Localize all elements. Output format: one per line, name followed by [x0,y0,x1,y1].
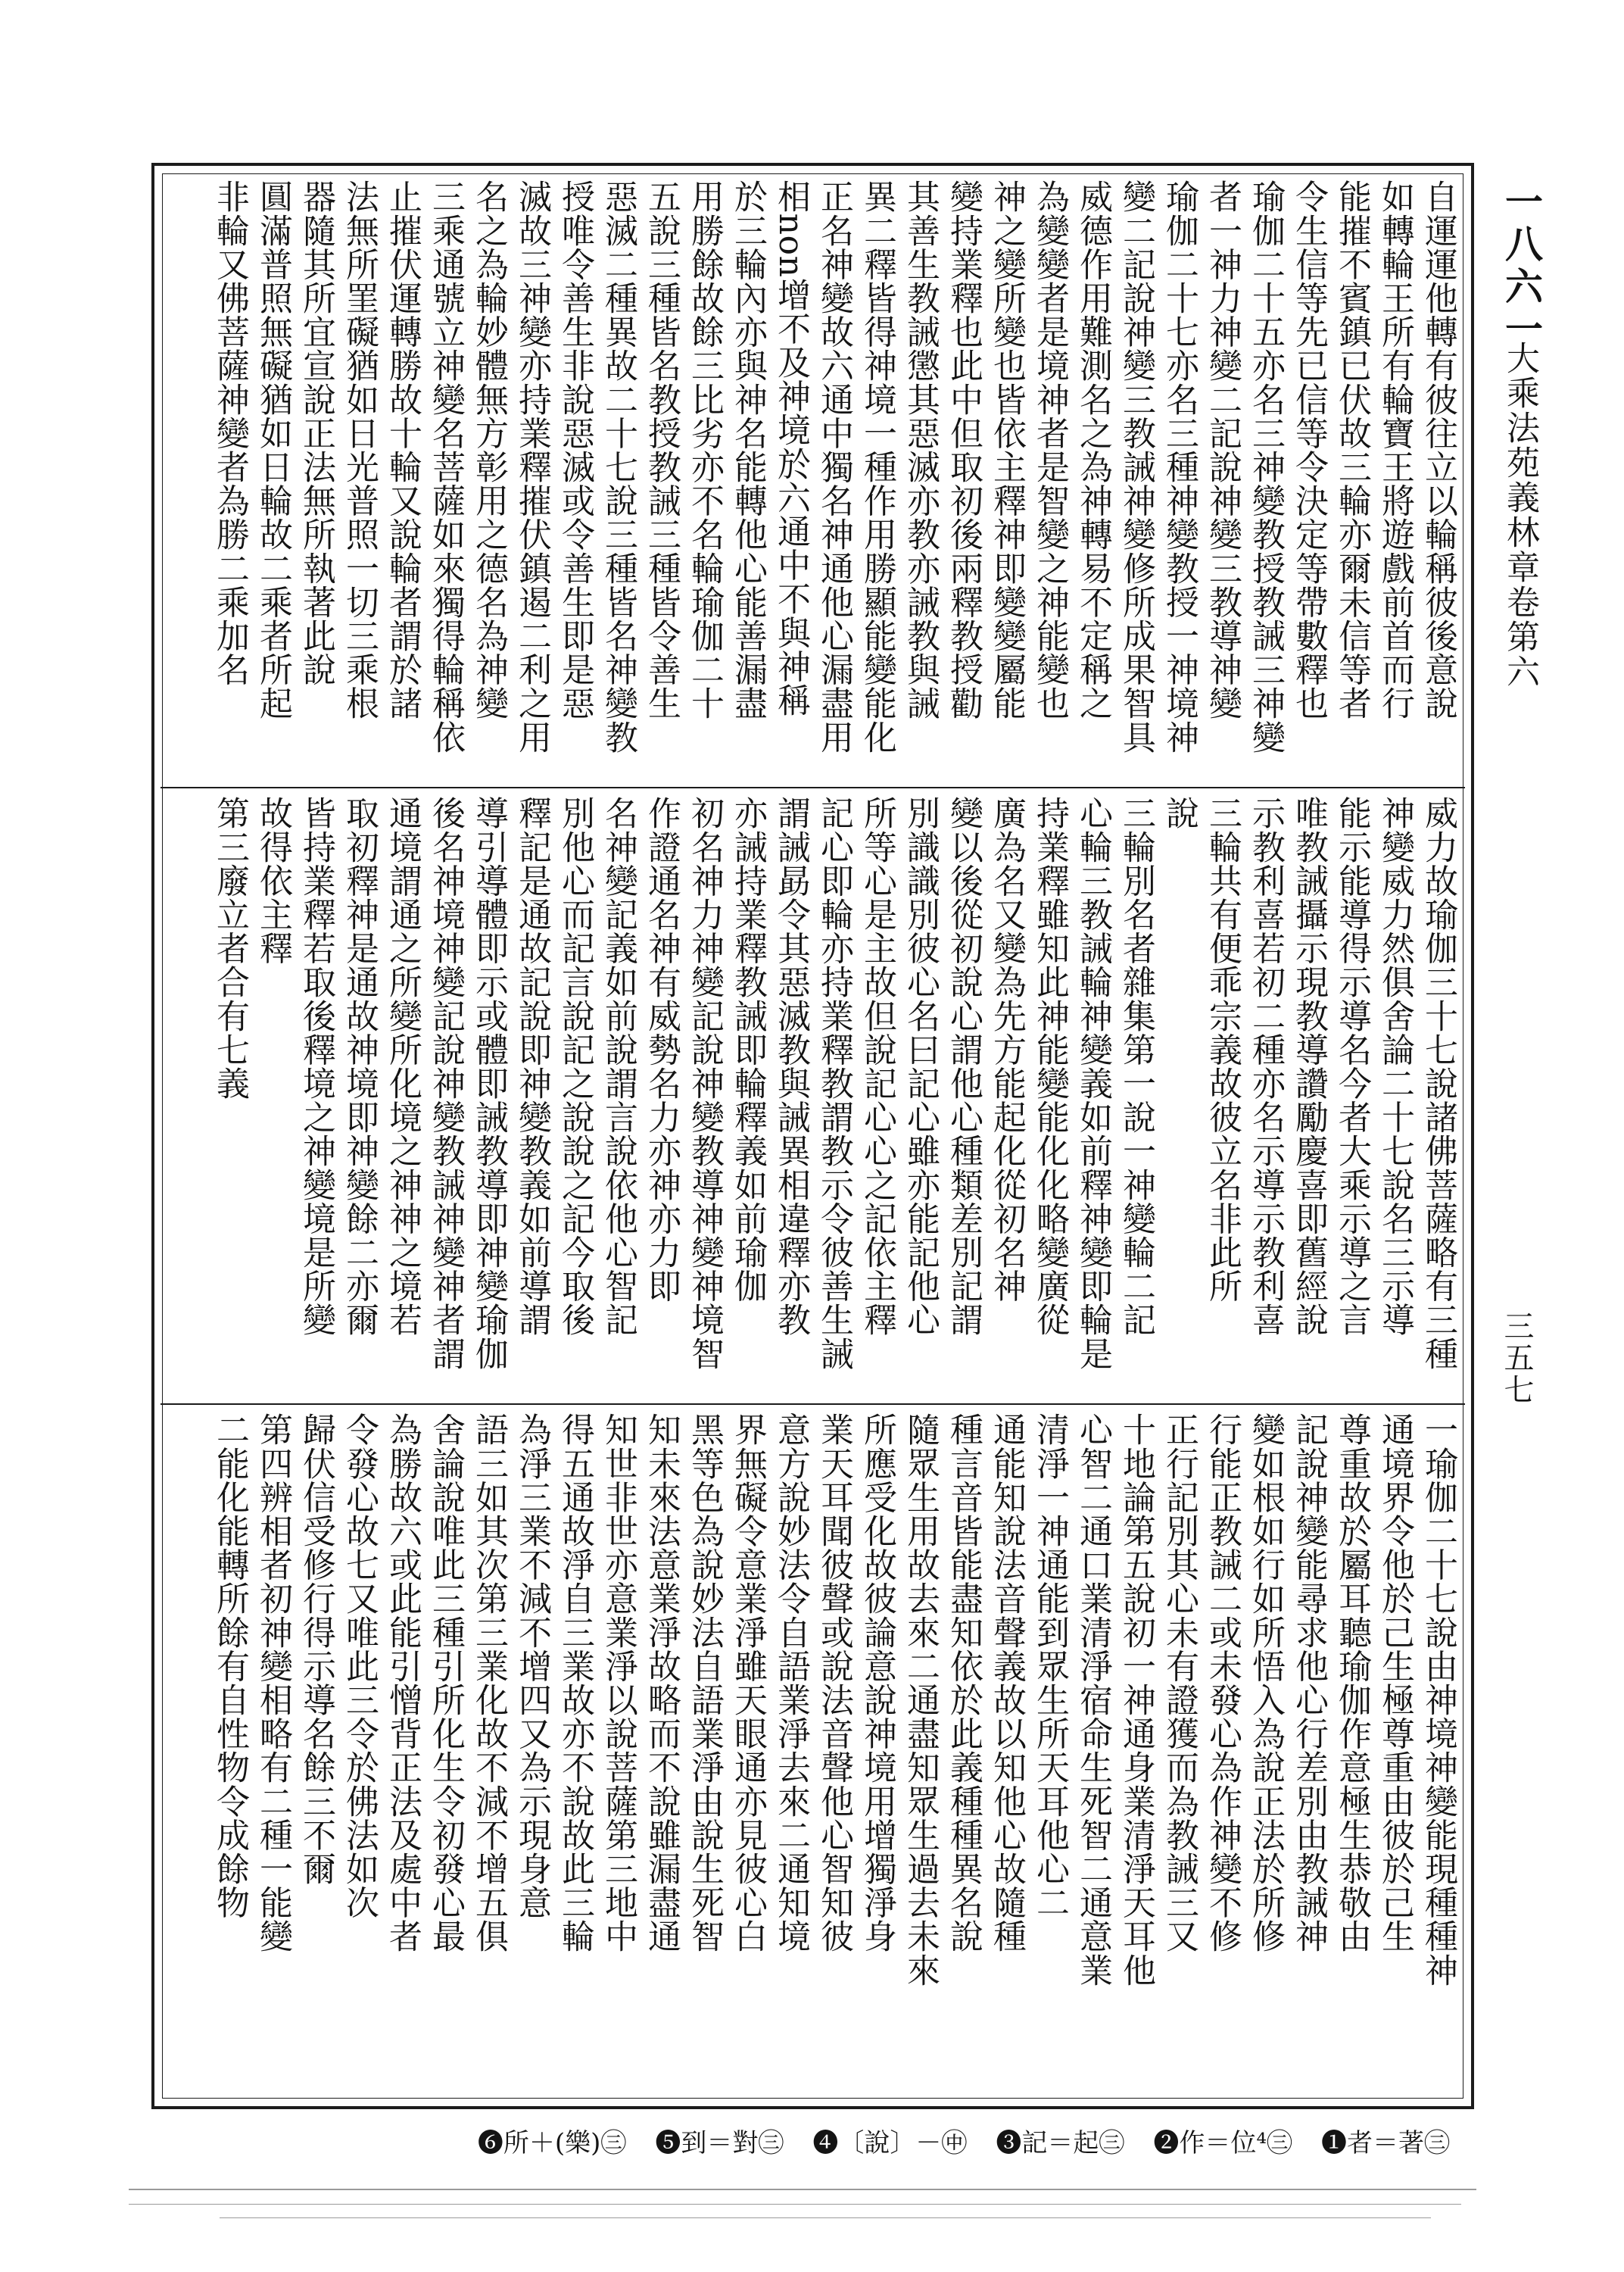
text-column: 三乘通號立神變名菩薩如來獨得輪稱依 [426,179,465,754]
text-column: 通境界令他於己生極尊重由彼於己生 [1376,1412,1414,1953]
text-column: 圓滿普照無礙猶如日輪故二乘者所起 [254,179,292,720]
text-column: 為勝故六或此能引憎背正法及處中者 [383,1412,422,1953]
text-column: 其善生教誡懲其惡滅亦教亦誡教與誡 [901,179,940,720]
text-column: 語三如其次第三業化故不減不增五俱 [469,1412,508,1953]
outer-margin [1488,174,1544,1310]
text-column: 歸伏信受修行得示導名餘三不爾 [297,1412,335,1886]
text-column: 持業釋雖知此神能變能化化略變廣從 [1030,796,1069,1337]
text-column: 如轉輪王所有輪寶王將遊戲前首而行 [1376,179,1414,720]
text-column: 廣為名又變為先方能起化從初名神 [987,796,1026,1303]
text-column: 隨眾生用故去來二通盡知眾生過去未來 [901,1412,940,1987]
text-column: 示教利喜若初二種亦名示導示教利喜 [1246,796,1285,1337]
text-column: 止摧伏運轉勝故十輪又說輪者謂於諸 [383,179,422,720]
text-column: 神變威力然俱舍論二十七說名三示導 [1376,796,1414,1337]
text-column: 種言音皆能盡知依於此義種種異名說 [944,1412,983,1953]
text-column: 亦誡持業釋教誡即輪釋義如前瑜伽 [728,796,767,1303]
text-column: 三輪共有便乖宗義故彼立名非此所 [1203,796,1242,1303]
text-column: 非輪又佛菩薩神變者為勝二乘加名 [210,179,249,686]
text-column: 別識識別彼心名曰記心雖亦能記他心 [901,796,940,1337]
text-column: 瑜伽二十七亦名三種神變教授一神境神 [1160,179,1199,754]
text-column: 威力故瑜伽三十七說諸佛菩薩略有三種 [1419,796,1457,1371]
text-column: 記心即輪亦持業釋教謂教示令彼善生誡 [815,796,853,1371]
text-column: 業天耳聞彼聲或說法音聲他心智知彼 [815,1412,853,1953]
footnote: ❺到＝對㊂ [655,2128,784,2158]
footnote-strip [163,2121,1450,2166]
text-column: 者一神力神變二記說神變三教導神變 [1203,179,1242,720]
text-column: 授唯令善生非說惡滅或令善生即是惡 [556,179,594,720]
text-column: 唯教誡攝示現教導讚勵慶喜即舊經說 [1289,796,1328,1337]
text-column: 尊重故於屬耳聽瑜伽作意極生恭敬由 [1333,1412,1371,1953]
text-column: 釋記是通故記說即神變教義如前導謂 [513,796,551,1337]
text-column: 用勝餘故餘三比劣亦不名輪瑜伽二十 [685,179,724,720]
text-column: 行能正教誡二或未發心為作神變不修 [1203,1412,1242,1953]
text-column: 通能知說法音聲義故以知他心故隨種 [987,1412,1026,1953]
text-column: 變如根如行如所悟入為說正法於所修 [1246,1412,1285,1953]
text-column: 知未來法意業淨故略而不說雖漏盡通 [642,1412,681,1953]
text-column: 黑等色為說妙法自語業淨由說生死智 [685,1412,724,1953]
text-column: 令生信等先已信等令決定等帶數釋也 [1289,179,1328,720]
text-column: 法無所罣礙猶如日光普照一切三乘根 [340,179,379,720]
text-column: 取初釋神是通故神境即神變餘二亦爾 [340,796,379,1337]
text-column: 故得依主釋 [254,796,292,965]
text-column: 一瑜伽二十七說由神境神變能現種種神 [1419,1412,1457,1987]
text-column: 心輪三教誡輪神變義如前釋神變即輪是 [1074,796,1112,1371]
text-column: 謂誡勗令其惡滅教與誡異相違釋亦教 [771,796,810,1337]
text-column: 所等心是主故但說記心心之記依主釋 [858,796,896,1337]
text-column: 心智二通口業清淨宿命生死智二通意業 [1074,1412,1112,1987]
text-column: 通境謂通之所變所化境之神神之境若 [383,796,422,1337]
text-tier-middle [168,796,1459,1394]
taisho-page-number: 三五七 [1499,1310,1534,1406]
text-column: 皆持業釋若取後釋境之神變境是所變 [297,796,335,1337]
text-column: 意方說妙法令自語業淨去來二通知境 [771,1412,810,1953]
text-column: 界無礙令意業淨雖天眼通亦見彼心白 [728,1412,767,1953]
text-column: 作證通名神有威勢名力亦神亦力即 [642,796,681,1303]
text-column: 舍論說唯此三種引所化生令初發心最 [426,1412,465,1953]
text-column: 二能化能轉所餘有自性物令成餘物 [210,1412,249,1919]
text-column: 正名神變故六通中獨名神通他心漏盡用 [815,179,853,754]
text-column: 初名神力神變記說神變教導神變神境智 [685,796,724,1371]
footnote: ❹〔說〕－㊥ [812,2128,968,2158]
text-column: 異二釋皆得神境一種作用勝顯能變能化 [858,179,896,754]
text-column: 瑜伽二十五亦名三神變教授教誡三神變 [1246,179,1285,754]
text-column: 第三廢立者合有七義 [210,796,249,1100]
text-column: 所應受化故彼論意說神境用增獨淨身 [858,1412,896,1953]
text-column: 惡滅二種異故二十七說三種皆名神變教 [599,179,637,754]
text-column: 別他心而記言說記之說說之記今取後 [556,796,594,1337]
text-column: 變以後從初說心謂他心種類差別記謂 [944,796,983,1337]
bottom-rules [129,2181,1492,2227]
text-column: 三輪別名者雜集第一說一神變輪二記 [1117,796,1155,1337]
text-column: 說 [1160,796,1199,830]
text-column: 為淨三業不減不增四又為示現身意 [513,1412,551,1919]
text-tier-upper [168,179,1459,778]
text-tier-lower [168,1412,1459,2011]
text-column: 為變變者是境神者是智變之神能變也 [1030,179,1069,720]
text-column: 得五通故淨自三業故亦不說故此三輪 [556,1412,594,1953]
text-column: 滅故三神變亦持業釋摧伏鎮遏二利之用 [513,179,551,754]
text-column: 名神變記義如前說謂言說依他心智記 [599,796,637,1337]
text-column: 十地論第五說初一神通身業清淨天耳他 [1117,1412,1155,1987]
text-column: 清淨一神通能到眾生所天耳他心二 [1030,1412,1069,1919]
text-column: 能摧不賓鎮已伏故三輪亦爾未信等者 [1333,179,1371,720]
text-column: 五說三種皆名教授教誡三種皆令善生 [642,179,681,720]
footnote: ❸記＝起㊂ [996,2128,1125,2158]
text-column: 器隨其所宜宣說正法無所執著此說 [297,179,335,686]
text-column: 知世非世亦意業淨以說菩薩第三地中 [599,1412,637,1953]
footnote: ❻所＋(樂)㊂ [477,2128,627,2158]
tier-divider [161,787,1465,788]
text-column: 神之變所變也皆依主釋神即變變屬能 [987,179,1026,720]
text-column: 變持業釋也此中但取初後兩釋教授勸 [944,179,983,720]
text-column: 變二記說神變三教誡神變修所成果智具 [1117,179,1155,754]
text-column: 於三輪內亦與神名能轉他心能善漏盡 [728,179,767,720]
text-column: 相non增不及神境於六通中不與神稱 [771,179,810,717]
text-column: 第四辨相者初神變相略有二種一能變 [254,1412,292,1953]
folio-number: 一八六一 [1499,182,1544,351]
text-column: 威德作用難測名之為神轉易不定稱之 [1074,179,1112,720]
footnote: ❷作＝位⁴㊂ [1153,2128,1292,2158]
page-frame [151,163,1474,2109]
text-column: 正行記別其心未有證獲而為教誡三又 [1160,1412,1199,1953]
tier-divider [161,1403,1465,1405]
text-column: 導引導體即示或體即誡教導即神變瑜伽 [469,796,508,1371]
text-column: 後名神境神變記說神變教誡神變神者謂 [426,796,465,1371]
text-column: 自運運他轉有彼往立以輪稱彼後意說 [1419,179,1457,720]
text-column: 令發心故七又唯此三令於佛法如次 [340,1412,379,1919]
text-column: 記說神變能尋求他心行差別由教誡神 [1289,1412,1328,1953]
running-title: 大乘法苑義林章卷第六 [1501,341,1539,689]
text-column: 能示能導得示導名今者大乘示導之言 [1333,796,1371,1337]
footnote: ❶者＝著㊂ [1321,2128,1450,2158]
text-column: 名之為輪妙體無方彰用之德名為神變 [469,179,508,720]
